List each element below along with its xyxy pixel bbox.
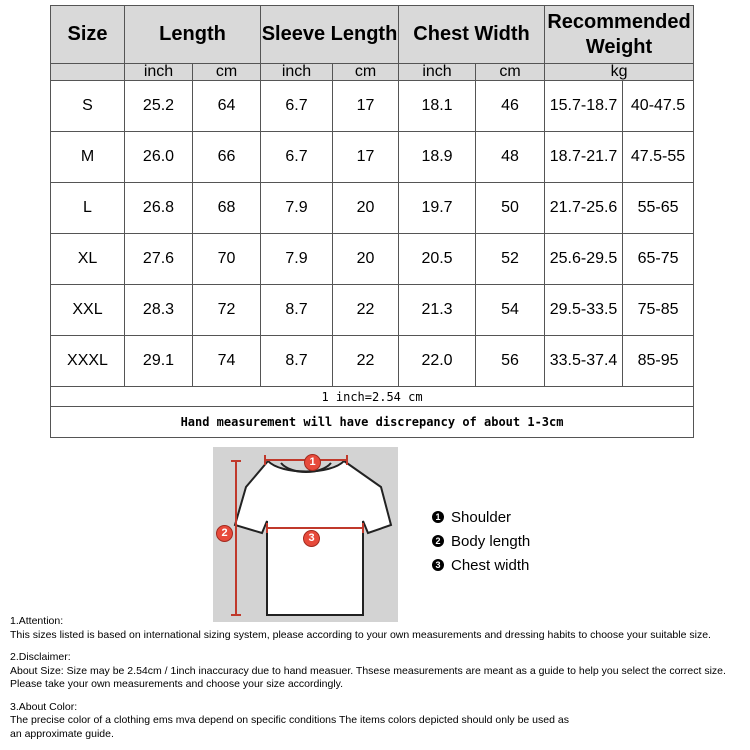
- table-cell: 22: [333, 336, 399, 387]
- table-cell: 17: [333, 132, 399, 183]
- size-chart-table: [50, 5, 694, 438]
- discrepancy-note: Hand measurement will have discrepancy of about 1-3cm: [51, 407, 694, 438]
- header-size: Size: [51, 6, 125, 64]
- units-blank: [51, 64, 125, 81]
- table-cell: 27.6: [125, 234, 193, 285]
- attention-text: This sizes listed is based on international sizing system, please according to your own measurements and dressing habits to choose your suitable size.: [10, 628, 711, 641]
- unit-cell: inch: [125, 64, 193, 81]
- table-cell: 68: [193, 183, 261, 234]
- size-cell: XXL: [51, 285, 125, 336]
- legend-number: 1: [432, 511, 444, 523]
- table-cell: 18.9: [399, 132, 476, 183]
- legend-item-body-length: [432, 529, 530, 553]
- notes-section: [10, 615, 745, 741]
- table-row: [51, 81, 694, 132]
- table-cell: 29.1: [125, 336, 193, 387]
- table-row: [51, 336, 694, 387]
- unit-cell: inch: [399, 64, 476, 81]
- size-cell: L: [51, 183, 125, 234]
- unit-cell: inch: [261, 64, 333, 81]
- color-title: 3.About Color:: [10, 700, 78, 713]
- table-cell: 47.5-55: [623, 132, 694, 183]
- table-cell: 25.2: [125, 81, 193, 132]
- badge-chest-width: 3: [303, 530, 320, 547]
- unit-cell: cm: [333, 64, 399, 81]
- disclaimer-title: 2.Disclaimer:: [10, 651, 71, 663]
- attention-title: 1.Attention:: [10, 615, 64, 627]
- units-row: [51, 64, 694, 81]
- table-cell: 64: [193, 81, 261, 132]
- table-cell: 72: [193, 285, 261, 336]
- conversion-note: 1 inch=2.54 cm: [51, 387, 694, 407]
- table-cell: 55-65: [623, 183, 694, 234]
- table-cell: 19.7: [399, 183, 476, 234]
- table-cell: 20: [333, 183, 399, 234]
- table-row: [51, 234, 694, 285]
- table-cell: 7.9: [261, 234, 333, 285]
- legend-number: 2: [432, 535, 444, 547]
- table-cell: 74: [193, 336, 261, 387]
- header-sleeve-length: Sleeve Length: [261, 6, 399, 64]
- table-cell: 18.7-21.7: [545, 132, 623, 183]
- table-cell: 25.6-29.5: [545, 234, 623, 285]
- color-text: The precise color of a clothing ems mva depend on specific conditions The items colors depicted should only be used as: [10, 714, 569, 726]
- legend-label: Shoulder: [451, 508, 512, 526]
- table-cell: 17: [333, 81, 399, 132]
- table-cell: 65-75: [623, 234, 694, 285]
- table-cell: 48: [476, 132, 545, 183]
- tshirt-diagram: [213, 447, 398, 622]
- header-chest-width: Chest Width: [399, 6, 545, 64]
- size-cell: S: [51, 81, 125, 132]
- header-recommended-weight: Recommended Weight: [545, 6, 694, 64]
- size-cell: XXXL: [51, 336, 125, 387]
- table-cell: 40-47.5: [623, 81, 694, 132]
- conversion-row: [51, 387, 694, 407]
- table-cell: 8.7: [261, 336, 333, 387]
- discrepancy-row: [51, 407, 694, 438]
- badge-shoulder: 1: [304, 454, 321, 471]
- measurement-legend: [432, 505, 530, 577]
- table-cell: 70: [193, 234, 261, 285]
- unit-cell: cm: [193, 64, 261, 81]
- table-cell: 20: [333, 234, 399, 285]
- legend-item-shoulder: [432, 505, 530, 529]
- table-cell: 50: [476, 183, 545, 234]
- table-cell: 29.5-33.5: [545, 285, 623, 336]
- legend-number: 3: [432, 559, 444, 571]
- header-length: Length: [125, 6, 261, 64]
- unit-cell: cm: [476, 64, 545, 81]
- table-cell: 18.1: [399, 81, 476, 132]
- table-cell: 26.0: [125, 132, 193, 183]
- table-cell: 28.3: [125, 285, 193, 336]
- table-cell: 54: [476, 285, 545, 336]
- table-cell: 75-85: [623, 285, 694, 336]
- table-cell: 56: [476, 336, 545, 387]
- table-cell: 26.8: [125, 183, 193, 234]
- unit-cell: kg: [545, 64, 694, 81]
- table-row: [51, 183, 694, 234]
- table-cell: 6.7: [261, 81, 333, 132]
- size-cell: M: [51, 132, 125, 183]
- table-row: [51, 132, 694, 183]
- disclaimer-text: About Size: Size may be 2.54cm / 1inch inaccuracy due to hand measuer. Thsese measurements are meant as a guide to help you select the correct size.: [10, 664, 726, 677]
- table-cell: 8.7: [261, 285, 333, 336]
- table-cell: 21.3: [399, 285, 476, 336]
- table-cell: 33.5-37.4: [545, 336, 623, 387]
- table-cell: 52: [476, 234, 545, 285]
- legend-label: Chest width: [451, 556, 530, 574]
- disclaimer-text: Please take your own measurements and choose your size accordingly.: [10, 678, 344, 690]
- table-row: [51, 285, 694, 336]
- table-cell: 22: [333, 285, 399, 336]
- color-text: an approximate guide.: [10, 727, 114, 740]
- table-cell: 46: [476, 81, 545, 132]
- legend-label: Body length: [451, 532, 531, 550]
- table-cell: 7.9: [261, 183, 333, 234]
- table-cell: 85-95: [623, 336, 694, 387]
- legend-item-chest-width: [432, 553, 530, 577]
- badge-body-length: 2: [216, 525, 233, 542]
- table-cell: 20.5: [399, 234, 476, 285]
- table-cell: 21.7-25.6: [545, 183, 623, 234]
- table-cell: 6.7: [261, 132, 333, 183]
- size-cell: XL: [51, 234, 125, 285]
- table-cell: 66: [193, 132, 261, 183]
- table-cell: 15.7-18.7: [545, 81, 623, 132]
- table-cell: 22.0: [399, 336, 476, 387]
- header-row: [51, 6, 694, 64]
